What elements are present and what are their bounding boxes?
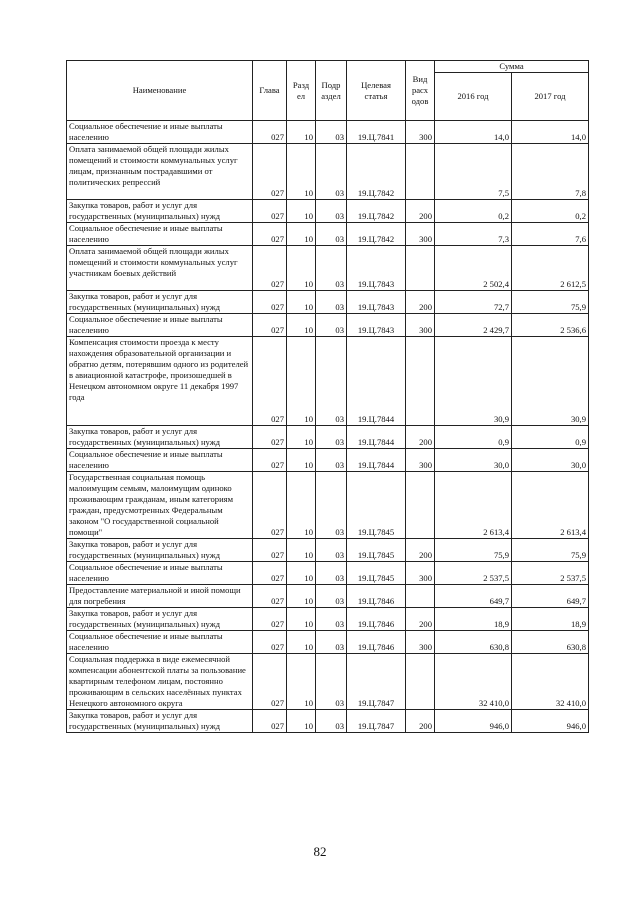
row-razdel: 10: [287, 121, 316, 144]
row-target: 19.Ц.7845: [347, 472, 406, 539]
row-razdel: 10: [287, 337, 316, 426]
row-target: 19.Ц.7842: [347, 200, 406, 223]
row-vid: [406, 246, 435, 291]
row-sum-2016: 2 429,7: [435, 314, 512, 337]
row-podrazdel: 03: [316, 314, 347, 337]
header-sum: Сумма: [435, 61, 589, 73]
row-glava: 027: [253, 291, 287, 314]
row-sum-2017: 32 410,0: [512, 654, 589, 710]
row-podrazdel: 03: [316, 449, 347, 472]
row-vid: 200: [406, 539, 435, 562]
row-podrazdel: 03: [316, 585, 347, 608]
row-razdel: 10: [287, 291, 316, 314]
row-sum-2017: 30,0: [512, 449, 589, 472]
row-target: 19.Ц.7846: [347, 608, 406, 631]
row-target: 19.Ц.7844: [347, 426, 406, 449]
row-vid: 200: [406, 200, 435, 223]
table-header: [67, 61, 589, 121]
row-razdel: 10: [287, 472, 316, 539]
row-sum-2017: 18,9: [512, 608, 589, 631]
row-glava: 027: [253, 337, 287, 426]
row-vid: 200: [406, 291, 435, 314]
row-sum-2016: 2 502,4: [435, 246, 512, 291]
row-sum-2016: 14,0: [435, 121, 512, 144]
row-razdel: 10: [287, 710, 316, 733]
row-vid: 300: [406, 631, 435, 654]
row-target: 19.Ц.7841: [347, 121, 406, 144]
header-podrazdel: Подр аздел: [316, 61, 347, 121]
table-row: [67, 223, 589, 246]
table-row: [67, 144, 589, 200]
row-glava: 027: [253, 585, 287, 608]
row-target: 19.Ц.7847: [347, 654, 406, 710]
table-row: [67, 631, 589, 654]
row-vid: 300: [406, 223, 435, 246]
row-sum-2017: 2 536,6: [512, 314, 589, 337]
row-vid: 200: [406, 710, 435, 733]
row-vid: 300: [406, 121, 435, 144]
row-name: Социальное обеспечение и иные выплаты населению: [67, 562, 253, 585]
row-name: Социальное обеспечение и иные выплаты населению: [67, 314, 253, 337]
row-glava: 027: [253, 223, 287, 246]
row-sum-2016: 649,7: [435, 585, 512, 608]
row-vid: [406, 472, 435, 539]
header-razdel: Разд ел: [287, 61, 316, 121]
table-row: [67, 314, 589, 337]
row-sum-2017: 2 537,5: [512, 562, 589, 585]
row-name: Компенсация стоимости проезда к месту нахождения образовательной организации и обратно детям, потерявшим одного из родителей в авиационной катастрофе, произошедшей в Ненецком автономном округе 11 декабря 1997 года: [67, 337, 253, 426]
row-sum-2017: 630,8: [512, 631, 589, 654]
row-sum-2017: 2 613,4: [512, 472, 589, 539]
row-target: 19.Ц.7842: [347, 144, 406, 200]
row-target: 19.Ц.7846: [347, 631, 406, 654]
row-name: Государственная социальная помощь малоимущим семьям, малоимущим одиноко проживающим гражданам, иным категориям граждан, предусмотренных Федеральным законом "О государственной социальной помощи": [67, 472, 253, 539]
row-razdel: 10: [287, 631, 316, 654]
header-year-2016: 2016 год: [435, 73, 512, 121]
row-sum-2016: 630,8: [435, 631, 512, 654]
row-sum-2016: 75,9: [435, 539, 512, 562]
row-target: 19.Ц.7843: [347, 314, 406, 337]
row-razdel: 10: [287, 314, 316, 337]
row-name: Социальное обеспечение и иные выплаты населению: [67, 449, 253, 472]
row-sum-2016: 30,9: [435, 337, 512, 426]
row-sum-2017: 7,8: [512, 144, 589, 200]
row-glava: 027: [253, 426, 287, 449]
row-glava: 027: [253, 608, 287, 631]
row-podrazdel: 03: [316, 631, 347, 654]
row-sum-2017: 0,9: [512, 426, 589, 449]
table-body: [67, 121, 589, 733]
row-glava: 027: [253, 314, 287, 337]
row-name: Социальная поддержка в виде ежемесячной компенсации абонентской платы за пользование квартирным телефоном лицам, постоянно проживающим в сельских населённых пунктах Ненецкого автономного округа: [67, 654, 253, 710]
row-razdel: 10: [287, 585, 316, 608]
header-vid: Вид расх одов: [406, 61, 435, 121]
row-sum-2017: 75,9: [512, 539, 589, 562]
header-glava: Глава: [253, 61, 287, 121]
row-podrazdel: 03: [316, 710, 347, 733]
row-name: Закупка товаров, работ и услуг для государственных (муниципальных) нужд: [67, 710, 253, 733]
table-row: [67, 562, 589, 585]
row-target: 19.Ц.7846: [347, 585, 406, 608]
row-sum-2016: 7,5: [435, 144, 512, 200]
row-podrazdel: 03: [316, 246, 347, 291]
row-razdel: 10: [287, 562, 316, 585]
row-vid: [406, 654, 435, 710]
row-sum-2016: 30,0: [435, 449, 512, 472]
row-name: Закупка товаров, работ и услуг для государственных (муниципальных) нужд: [67, 539, 253, 562]
row-razdel: 10: [287, 246, 316, 291]
row-razdel: 10: [287, 426, 316, 449]
row-razdel: 10: [287, 200, 316, 223]
row-name: Оплата занимаемой общей площади жилых помещений и стоимости коммунальных услуг лицам, признанным пострадавшими от политических репрессий: [67, 144, 253, 200]
table-row: [67, 608, 589, 631]
row-glava: 027: [253, 472, 287, 539]
budget-table: [66, 60, 589, 733]
row-glava: 027: [253, 539, 287, 562]
row-glava: 027: [253, 562, 287, 585]
table-row: [67, 585, 589, 608]
row-podrazdel: 03: [316, 608, 347, 631]
row-sum-2016: 2 613,4: [435, 472, 512, 539]
row-podrazdel: 03: [316, 654, 347, 710]
row-podrazdel: 03: [316, 337, 347, 426]
row-glava: 027: [253, 631, 287, 654]
row-name: Социальное обеспечение и иные выплаты населению: [67, 223, 253, 246]
row-sum-2016: 18,9: [435, 608, 512, 631]
row-name: Предоставление материальной и иной помощи для погребения: [67, 585, 253, 608]
row-sum-2017: 0,2: [512, 200, 589, 223]
row-target: 19.Ц.7844: [347, 449, 406, 472]
row-target: 19.Ц.7847: [347, 710, 406, 733]
row-podrazdel: 03: [316, 562, 347, 585]
row-sum-2016: 0,2: [435, 200, 512, 223]
row-sum-2017: 7,6: [512, 223, 589, 246]
table-row: [67, 426, 589, 449]
row-name: Закупка товаров, работ и услуг для государственных (муниципальных) нужд: [67, 426, 253, 449]
row-razdel: 10: [287, 539, 316, 562]
row-name: Закупка товаров, работ и услуг для государственных (муниципальных) нужд: [67, 608, 253, 631]
row-glava: 027: [253, 246, 287, 291]
row-sum-2016: 72,7: [435, 291, 512, 314]
row-vid: [406, 337, 435, 426]
row-podrazdel: 03: [316, 472, 347, 539]
header-year-2017: 2017 год: [512, 73, 589, 121]
row-podrazdel: 03: [316, 539, 347, 562]
header-name: Наименование: [67, 61, 253, 121]
header-target: Целевая статья: [347, 61, 406, 121]
table-row: [67, 337, 589, 426]
row-podrazdel: 03: [316, 200, 347, 223]
row-target: 19.Ц.7845: [347, 562, 406, 585]
row-podrazdel: 03: [316, 121, 347, 144]
table-row: [67, 472, 589, 539]
page-number: 82: [313, 844, 327, 859]
row-glava: 027: [253, 121, 287, 144]
row-vid: 200: [406, 608, 435, 631]
row-vid: 300: [406, 449, 435, 472]
row-target: 19.Ц.7844: [347, 337, 406, 426]
row-vid: 200: [406, 426, 435, 449]
row-glava: 027: [253, 144, 287, 200]
row-glava: 027: [253, 654, 287, 710]
table-row: [67, 654, 589, 710]
row-razdel: 10: [287, 449, 316, 472]
row-name: Закупка товаров, работ и услуг для государственных (муниципальных) нужд: [67, 291, 253, 314]
row-podrazdel: 03: [316, 291, 347, 314]
row-target: 19.Ц.7842: [347, 223, 406, 246]
table-row: [67, 121, 589, 144]
row-razdel: 10: [287, 144, 316, 200]
row-target: 19.Ц.7843: [347, 291, 406, 314]
table-row: [67, 449, 589, 472]
row-glava: 027: [253, 449, 287, 472]
row-podrazdel: 03: [316, 223, 347, 246]
row-sum-2016: 7,3: [435, 223, 512, 246]
row-name: Закупка товаров, работ и услуг для государственных (муниципальных) нужд: [67, 200, 253, 223]
row-glava: 027: [253, 200, 287, 223]
row-podrazdel: 03: [316, 426, 347, 449]
row-sum-2017: 946,0: [512, 710, 589, 733]
row-razdel: 10: [287, 223, 316, 246]
table-row: [67, 539, 589, 562]
row-sum-2016: 946,0: [435, 710, 512, 733]
row-sum-2017: 14,0: [512, 121, 589, 144]
table-row: [67, 200, 589, 223]
row-sum-2016: 2 537,5: [435, 562, 512, 585]
table-row: [67, 710, 589, 733]
row-sum-2016: 0,9: [435, 426, 512, 449]
table-row: [67, 246, 589, 291]
row-vid: 300: [406, 314, 435, 337]
row-vid: [406, 585, 435, 608]
row-vid: 300: [406, 562, 435, 585]
row-sum-2017: 30,9: [512, 337, 589, 426]
row-sum-2016: 32 410,0: [435, 654, 512, 710]
row-sum-2017: 75,9: [512, 291, 589, 314]
row-name: Оплата занимаемой общей площади жилых помещений и стоимости коммунальных услуг участникам боевых действий: [67, 246, 253, 291]
row-razdel: 10: [287, 654, 316, 710]
row-name: Социальное обеспечение и иные выплаты населению: [67, 631, 253, 654]
row-sum-2017: 2 612,5: [512, 246, 589, 291]
row-target: 19.Ц.7845: [347, 539, 406, 562]
row-name: Социальное обеспечение и иные выплаты населению: [67, 121, 253, 144]
table-row: [67, 291, 589, 314]
row-razdel: 10: [287, 608, 316, 631]
row-sum-2017: 649,7: [512, 585, 589, 608]
row-target: 19.Ц.7843: [347, 246, 406, 291]
row-podrazdel: 03: [316, 144, 347, 200]
row-glava: 027: [253, 710, 287, 733]
row-vid: [406, 144, 435, 200]
